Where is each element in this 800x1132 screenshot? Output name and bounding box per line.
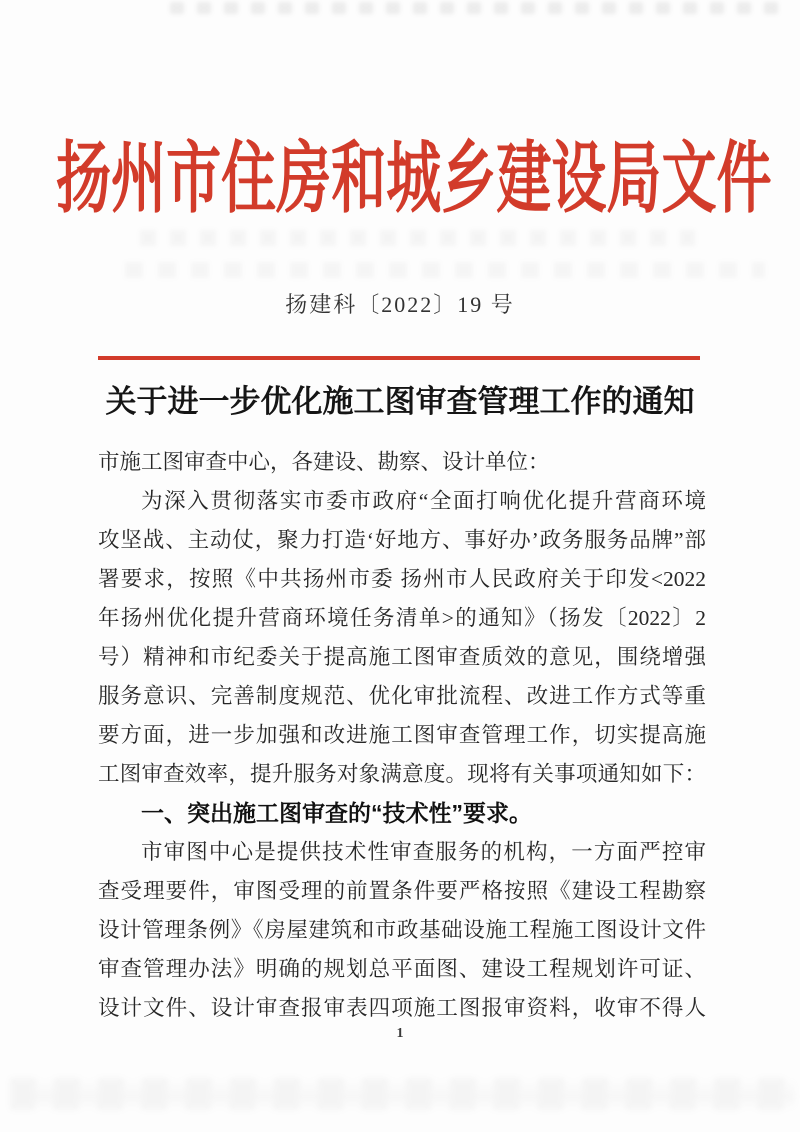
body-line: 查受理要件，审图受理的前置条件要严格按照《建设工程勘察 — [98, 879, 706, 903]
body-line: 工图审查效率，提升服务对象满意度。现将有关事项通知如下： — [98, 762, 706, 786]
scan-bleedthrough-artifact-top — [170, 2, 790, 14]
body-line: 市审图中心是提供技术性审查服务的机构，一方面严控审 — [141, 840, 706, 864]
body-line: 年扬州优化提升营商环境任务清单>的通知》（扬发〔2022〕2 — [98, 606, 706, 630]
scan-bleedthrough-artifact-bottom — [10, 1078, 795, 1110]
scan-bleedthrough-artifact-mid1 — [140, 230, 695, 246]
body-line: 审查管理办法》明确的规划总平面图、建设工程规划许可证、 — [98, 957, 706, 981]
red-divider-line — [98, 356, 700, 360]
body-line: 设计管理条例》《房屋建筑和市政基础设施工程施工图设计文件 — [98, 918, 706, 942]
body-line: 服务意识、完善制度规范、优化审批流程、改进工作方式等重 — [98, 684, 706, 708]
body-line: 一、突出施工图审查的“技术性”要求。 — [141, 800, 532, 826]
body-line: 要方面，进一步加强和改进施工图审查管理工作，切实提高施 — [98, 723, 706, 747]
body-line: 署要求，按照《中共扬州市委 扬州市人民政府关于印发<2022 — [98, 567, 706, 591]
document-title: 关于进一步优化施工图审查管理工作的通知 — [105, 384, 695, 419]
scan-bleedthrough-artifact-mid2 — [125, 262, 765, 278]
document-body — [98, 443, 706, 1028]
body-line: 为深入贯彻落实市委市政府“全面打响优化提升营商环境 — [141, 489, 706, 513]
document-reference-number: 扬建科〔2022〕19 号 — [285, 292, 515, 317]
agency-letterhead-title: 扬州市住房和城乡建设局文件 — [56, 135, 772, 223]
body-line: 号）精神和市纪委关于提高施工图审查质效的意见，围绕增强 — [98, 645, 706, 669]
body-line: 设计文件、设计审查报审表四项施工图报审资料，收审不得人 — [98, 996, 706, 1020]
body-line: 市施工图审查中心，各建设、勘察、设计单位： — [98, 450, 550, 474]
body-line: 攻坚战、主动仗，聚力打造‘好地方、事好办’政务服务品牌”部 — [98, 528, 706, 552]
page-number: 1 — [396, 1026, 404, 1041]
